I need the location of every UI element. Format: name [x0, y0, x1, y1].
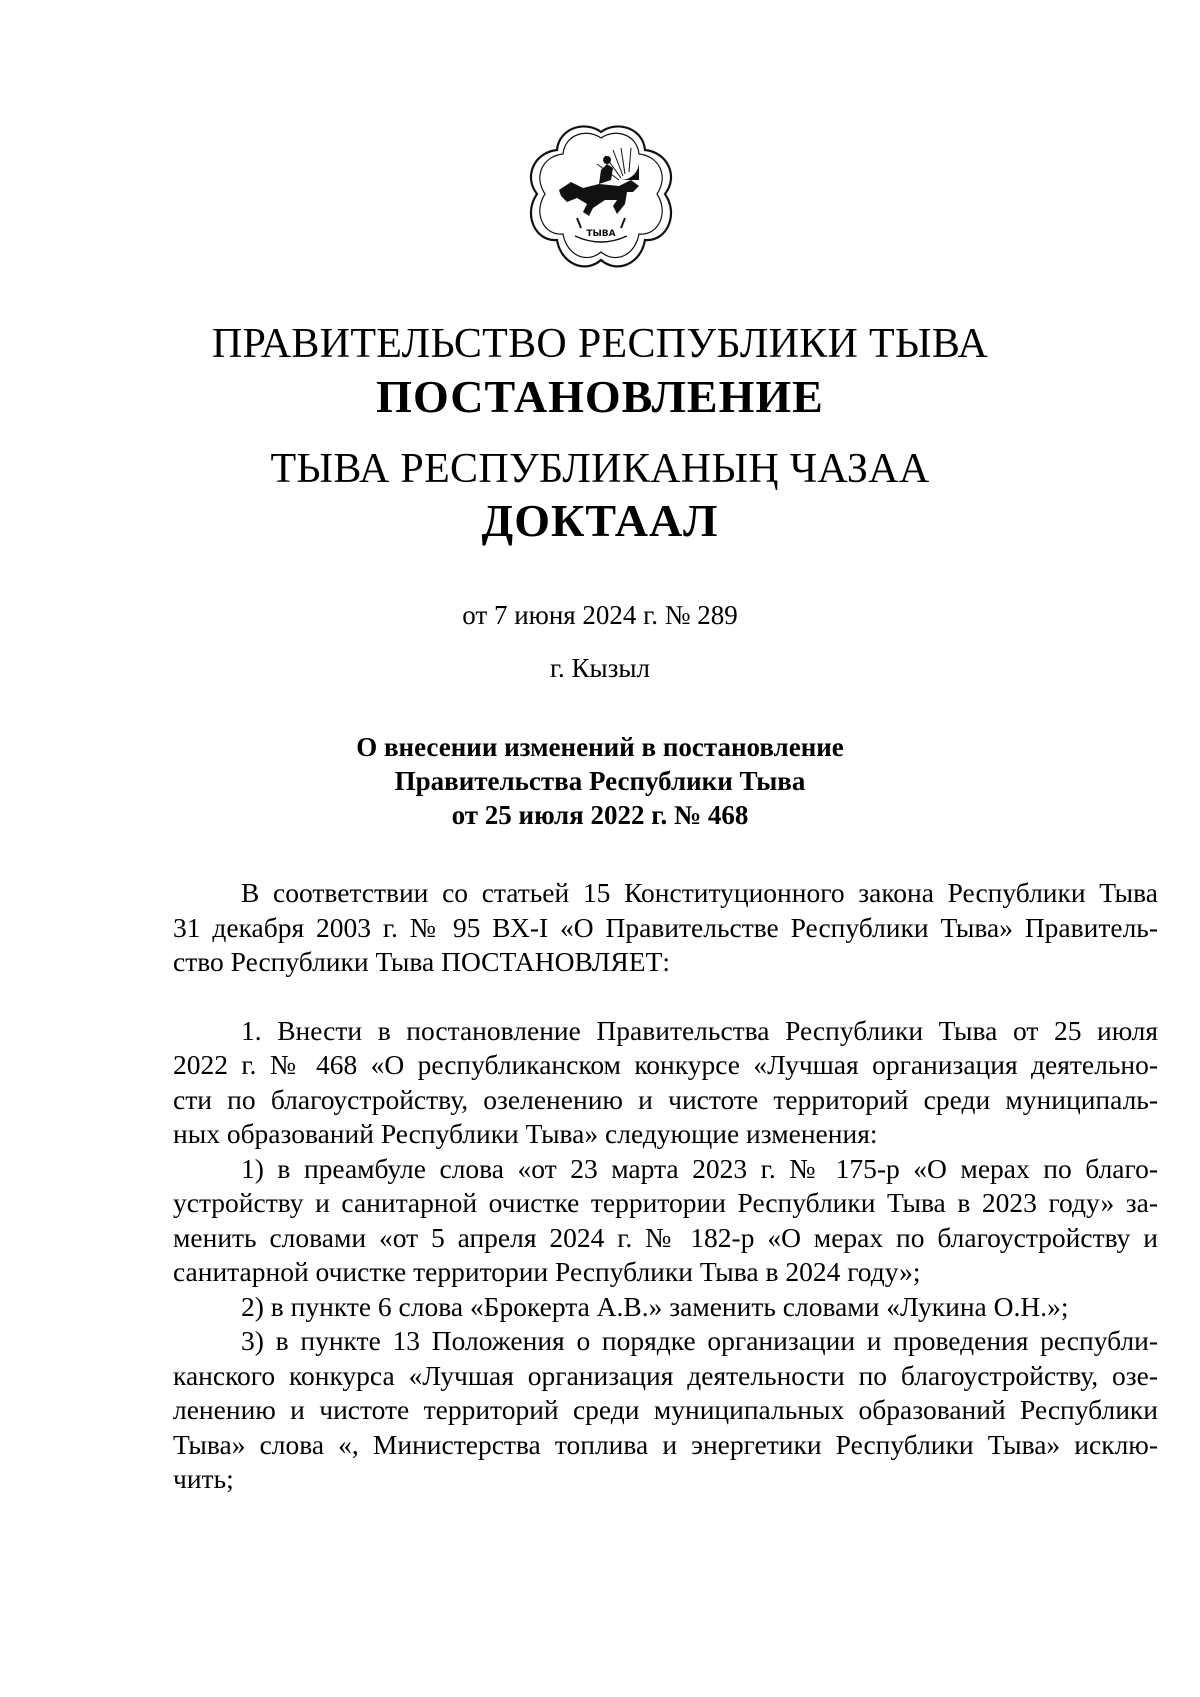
subitem-3-line: ленению и чистоте территорий среди муниципальных образований Республики — [173, 1394, 1158, 1425]
item-1-line: сти по благоустройству, озеленению и чистоте территорий среди муниципаль- — [173, 1083, 1158, 1115]
item-1-line: 1. Внести в постановление Правительства Республики Тыва от 25 июля — [241, 1014, 1158, 1046]
tuva-emblem-icon — [521, 118, 681, 278]
document-type-ru: ПОСТАНОВЛЕНИЕ — [376, 371, 824, 422]
decree-subject — [300, 730, 900, 832]
svg-text:ТЫВА: ТЫВА — [586, 229, 616, 239]
preamble-line: 31 декабря 2003 г. № 95 ВХ-I «О Правительстве Республики Тыва» Правитель- — [173, 911, 1158, 943]
government-name-tv: ТЫВА РЕСПУБЛИКАНЫҢ ЧАЗАА — [270, 446, 930, 492]
preamble-line: ство Республики Тыва ПОСТАНОВЛЯЕТ: — [173, 946, 671, 977]
subitem-1-paragraph — [173, 1152, 1158, 1290]
subitem-3-line: чить; — [173, 1463, 234, 1494]
item-1-line: 2022 г. № 468 «О республиканском конкурсе «Лучшая организация деятельно- — [173, 1049, 1158, 1080]
decree-date-number: от 7 июня 2024 г. № 289 — [462, 600, 738, 630]
decree-body — [173, 876, 1158, 1497]
subject-line: О внесении изменений в постановление — [356, 732, 844, 762]
subitem-1-line: санитарной очистке территории Республики Тыва в 2024 году»; — [173, 1256, 921, 1287]
subitem-1-line: менить словами «от 5 апреля 2024 г. № 182-р «О мерах по благоустройству и — [173, 1221, 1158, 1253]
government-name-ru: ПРАВИТЕЛЬСТВО РЕСПУБЛИКИ ТЫВА — [211, 321, 989, 367]
subject-line: Правительства Республики Тыва — [394, 766, 806, 796]
preamble-line: В соответствии со статьей 15 Конституционного закона Республики Тыва — [241, 877, 1158, 908]
preamble-paragraph — [173, 876, 1158, 980]
subject-line: от 25 июля 2022 г. № 468 — [451, 800, 749, 830]
subitem-2-paragraph — [173, 1290, 1158, 1325]
item-1-line: ных образований Республики Тыва» следующие изменения: — [173, 1118, 878, 1149]
subitem-3-line: канского конкурса «Лучшая организация деятельности по благоустройству, озе- — [173, 1359, 1158, 1391]
subitem-3-line: Тыва» слова «, Министерства топлива и энергетики Республики Тыва» исклю- — [173, 1428, 1158, 1460]
subitem-1-line: 1) в преамбуле слова «от 23 марта 2023 г. № 175-р «О мерах по благо- — [241, 1152, 1158, 1184]
document-type-tv: ДОКТААЛ — [481, 495, 719, 546]
subitem-1-line: устройству и санитарной очистке территории Республики Тыва в 2023 году» за- — [173, 1187, 1158, 1218]
subitem-3-line: 3) в пункте 13 Положения о порядке организации и проведения республи- — [241, 1325, 1158, 1356]
item-1-paragraph — [173, 1014, 1158, 1152]
subitem-3-paragraph — [173, 1324, 1158, 1497]
decree-city: г. Кызыл — [550, 653, 650, 683]
subitem-2-line: 2) в пункте 6 слова «Брокерта А.В.» заменить словами «Лукина О.Н.»; — [241, 1290, 1069, 1322]
